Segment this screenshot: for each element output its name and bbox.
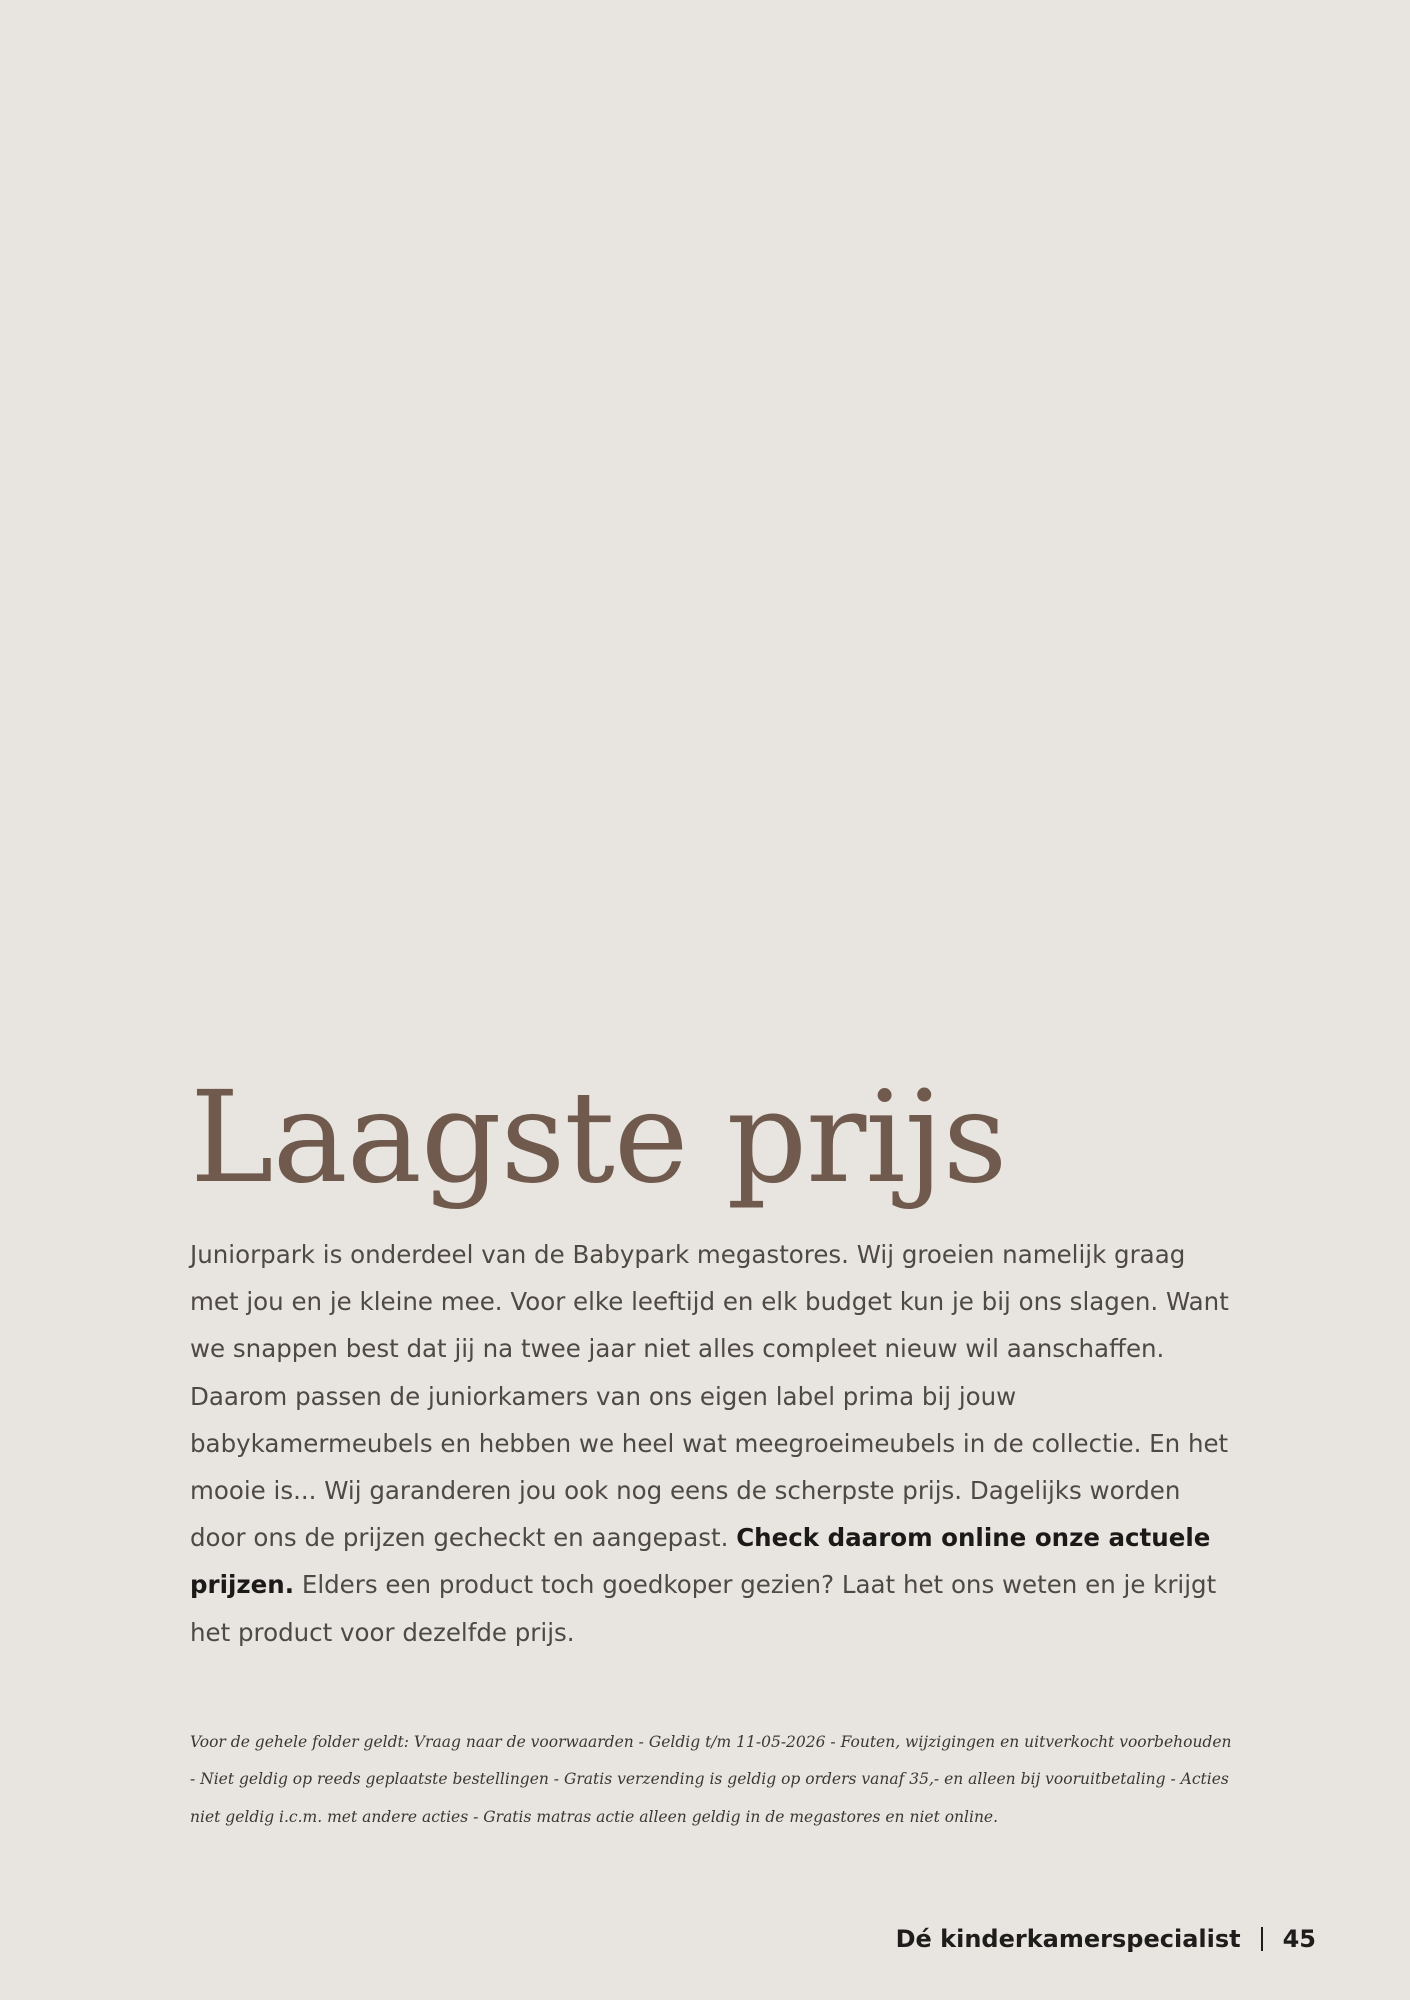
page-title: Laagste prijs xyxy=(190,1064,1007,1211)
page-footer xyxy=(896,1925,1316,1953)
footer-tagline: Dé kinderkamerspecialist xyxy=(895,1925,1241,1953)
content-block xyxy=(190,1064,1240,1836)
page-number: 45 xyxy=(1282,1925,1316,1953)
body-text-highlight: Check daarom online onze actuele prijzen. xyxy=(190,1523,1211,1600)
legal-line-2: - Niet geldig op reeds geplaatste bestellingen - Gratis verzending is geldig op orders vanaf 35,- en alleen bij vooruitbetaling - Acties xyxy=(190,1770,1229,1789)
legal-line-3: niet geldig i.c.m. met andere acties - Gratis matras actie alleen geldig in de megastores en niet online. xyxy=(190,1807,999,1826)
legal-disclaimer xyxy=(190,1724,1232,1837)
body-text-part-2: Elders een product toch goedkoper gezien? Laat het ons weten en je krijgt het product voor dezelfde prijs. xyxy=(190,1570,1217,1647)
footer-divider xyxy=(1261,1927,1263,1951)
body-text-part-1: Juniorpark is onderdeel van de Babypark megastores. Wij groeien namelijk graag met jou en je kleine mee. Voor elke leeftijd en elk budget kun je bij ons slagen. Want we snappen best dat jij na twee jaar niet alles compleet nieuw wil aanschaffen. Daarom passen de juniorkamers van ons eigen label prima bij jouw babykamermeubels en hebben we heel wat meegroeimeubels in de collectie. En het mooie is... Wij garanderen jou ook nog eens de scherpste prijs. Dagelijks worden door ons de prijzen gecheckt en aangepast. xyxy=(190,1240,1229,1553)
legal-line-1: Voor de gehele folder geldt: Vraag naar de voorwaarden - Geldig t/m 11-05-2026 - Fouten, wijzigingen en uitverkocht voorbehouden xyxy=(190,1732,1232,1751)
body-paragraph xyxy=(190,1231,1230,1656)
